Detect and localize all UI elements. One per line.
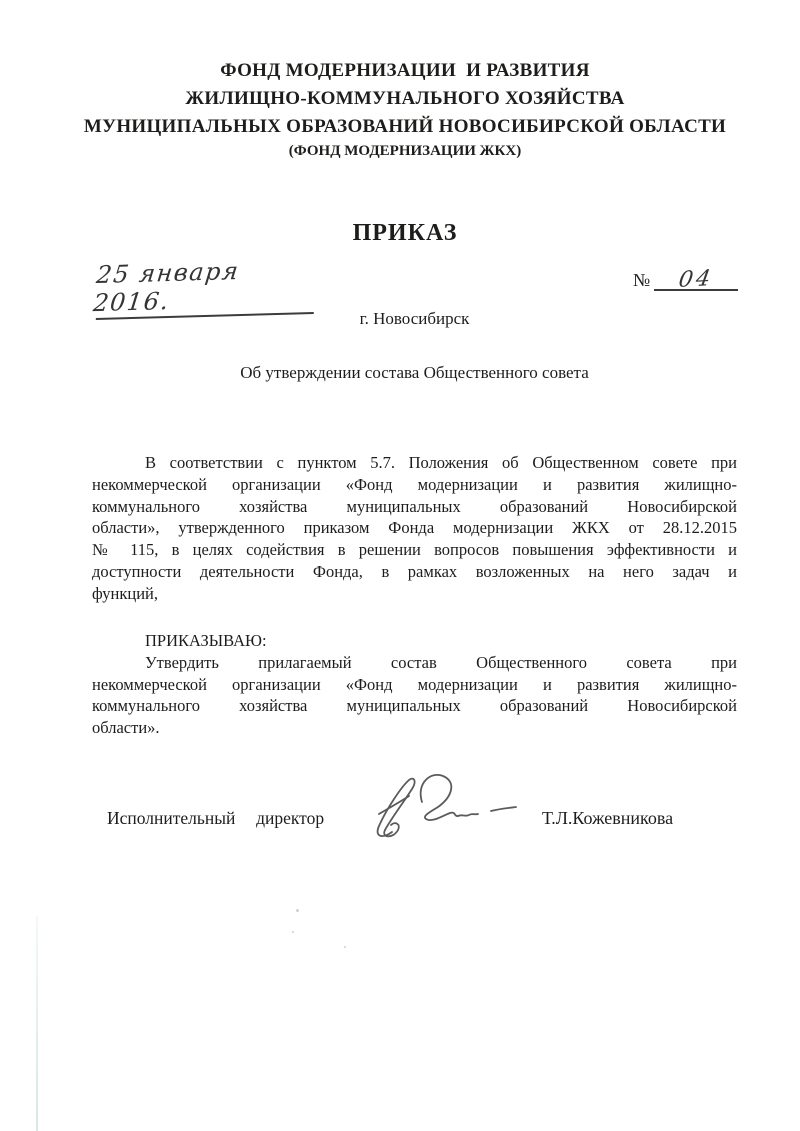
body-text-line: доступности деятельности Фонда, в рамках возложенных на него задач и [92,561,737,581]
handwritten-signature-icon [358,768,526,842]
body-text-line: функций, [92,583,158,603]
body-text-line: Утвердить прилагаемый состав Общественного совета при [145,652,737,672]
organization-name-line: ЖИЛИЩНО-КОММУНАЛЬНОГО ХОЗЯЙСТВА [185,88,625,109]
body-text-line: коммунального хозяйства муниципальных образований Новосибирской [92,496,737,516]
document-title: ПРИКАЗ [352,220,458,246]
signer-position-title: Исполнительный директор [107,808,325,828]
scan-speck [292,931,294,933]
body-text-line: № 115, в целях содействия в решении вопросов повышения эффективности и [92,540,737,560]
scan-edge-artifact [36,916,38,1131]
organization-name-line: ФОНД МОДЕРНИЗАЦИИ И РАЗВИТИЯ [220,60,590,81]
number-sign-label: № [633,270,651,290]
number-underline [654,264,738,291]
organization-short-name: (ФОНД МОДЕРНИЗАЦИИ ЖКХ) [288,143,522,159]
signer-name: Т.Л.Кожевникова [542,808,674,828]
order-word: ПРИКАЗЫВАЮ: [145,631,267,650]
body-text-line: некоммерческой организации «Фонд модернизации и развития жилищно- [92,474,737,494]
body-text-line: коммунального хозяйства муниципальных образований Новосибирской [92,696,737,716]
body-paragraph-order [92,630,737,739]
body-paragraph-preamble [92,452,737,605]
subject-line: Об утверждении состава Общественного совета [240,363,589,382]
document-number-field [633,264,738,291]
city-line: г. Новосибирск [359,309,470,328]
organization-name-line: МУНИЦИПАЛЬНЫХ ОБРАЗОВАНИЙ НОВОСИБИРСКОЙ ОБЛАСТИ [83,116,727,137]
body-text-line: некоммерческой организации «Фонд модернизации и развития жилищно- [92,674,737,694]
organization-name [60,57,750,141]
body-text-line: области», утвержденного приказом Фонда модернизации ЖКХ от 28.12.2015 [92,518,737,538]
handwritten-number: 04 [677,266,716,293]
scan-speck [296,909,299,912]
body-text-line: В соответствии с пунктом 5.7. Положения об Общественном совете при [145,453,737,472]
body-text-line: области». [92,718,160,738]
handwritten-date: 25 января 2016. [91,256,242,318]
scan-speck [344,946,346,948]
